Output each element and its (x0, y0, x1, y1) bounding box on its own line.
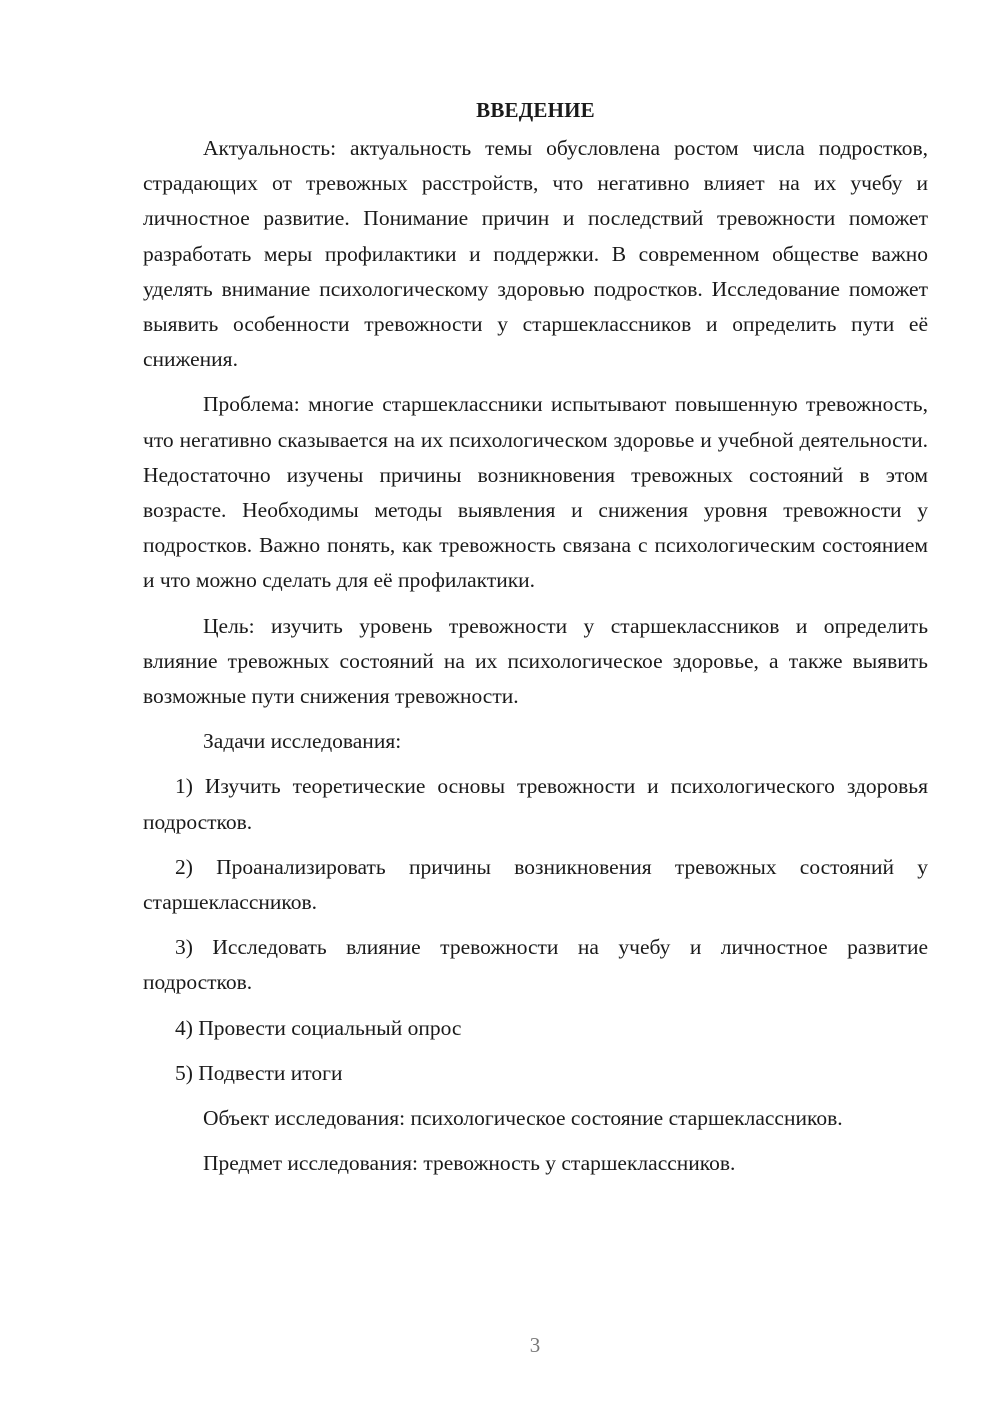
subject-paragraph: Предмет исследования: тревожность у старшеклассников. (203, 1151, 736, 1176)
task-item-4: 4) Провести социальный опрос (175, 1015, 462, 1040)
object-paragraph: Объект исследования: психологическое состояние старшеклассников. (203, 1106, 843, 1131)
problem-paragraph: Проблема: многие старшеклассники испытывают повышенную тревожность, что негативно сказывается на их психологическом здоровье и учебной деятельности. Недостаточно изучены причины возникновения тревожных состояний в этом возрасте. Необходимы методы выявления и снижения уровня тревожности у подростков. Важно понять, как тревожность связана с психологическим состоянием и что можно сделать для её профилактики. (143, 392, 928, 593)
task-item-5: 5) Подвести итоги (175, 1060, 343, 1085)
task-item-2: 2) Проанализировать причины возникновения тревожных состояний у старшеклассников. (143, 854, 928, 915)
document-page (143, 93, 928, 1191)
page-number: 3 (529, 1333, 541, 1357)
task-item-3: 3) Исследовать влияние тревожности на учебу и личностное развитие подростков. (143, 935, 928, 995)
tasks-heading: Задачи исследования: (203, 729, 402, 754)
task-item-1: 1) Изучить теоретические основы тревожности и психологического здоровья подростков. (143, 774, 928, 834)
goal-paragraph: Цель: изучить уровень тревожности у старшеклассников и определить влияние тревожных состояний на их психологическое здоровье, а также выявить возможные пути снижения тревожности. (143, 613, 928, 709)
relevance-paragraph: Актуальность: актуальность темы обусловлена ростом числа подростков, страдающих от тревожных расстройств, что негативно влияет на их учебу и личностное развитие. Понимание причин и последствий тревожности поможет разработать меры профилактики и поддержки. В современном обществе важно уделять внимание психологическому здоровью подростков. Исследование поможет выявить особенности тревожности у старшеклассников и определить пути её снижения. (143, 136, 928, 372)
page-title: ВВЕДЕНИЕ (476, 98, 595, 122)
